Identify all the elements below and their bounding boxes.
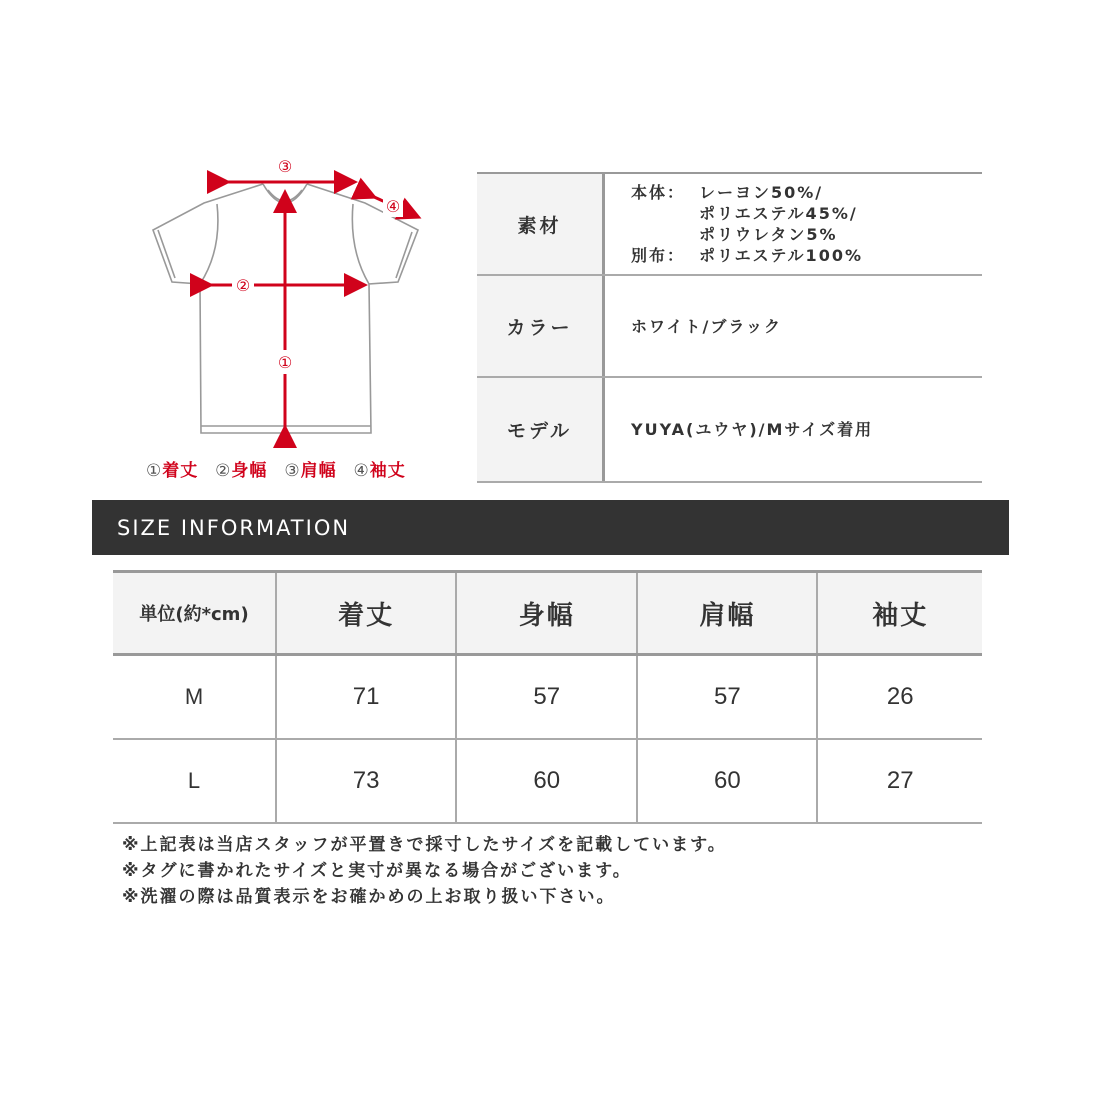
- spec-row-color: [477, 276, 982, 378]
- spec-row-material: [477, 174, 982, 276]
- table-row: [113, 739, 982, 823]
- header-body-width: 身幅: [456, 572, 637, 655]
- spec-label-color: カラー: [477, 276, 605, 376]
- marker-shoulder: ③: [277, 157, 293, 176]
- cell-shoulder-width: 57: [637, 655, 817, 740]
- cell-body-width: 57: [456, 655, 637, 740]
- note-line: ※タグに書かれたサイズと実寸が異なる場合がございます。: [122, 861, 632, 881]
- diagram-legend: [146, 456, 416, 481]
- tshirt-measurement-diagram: [140, 150, 450, 490]
- size-table: [113, 570, 982, 824]
- cell-length: 71: [276, 655, 456, 740]
- marker-width: ②: [235, 276, 251, 295]
- cell-body-width: 60: [456, 739, 637, 823]
- product-spec-table: [477, 172, 982, 483]
- spec-label-material: 素材: [477, 174, 605, 274]
- legend-item-sleeve: ④袖丈: [353, 461, 406, 481]
- header-shoulder-width: 肩幅: [637, 572, 817, 655]
- size-label: M: [113, 655, 276, 740]
- header-sleeve-length: 袖丈: [817, 572, 982, 655]
- table-row: [113, 655, 982, 740]
- spec-value-color: ホワイト/ブラック: [631, 316, 783, 336]
- legend-item-width: ②身幅: [215, 461, 268, 481]
- spec-label-model: モデル: [477, 378, 605, 481]
- header-unit: 単位(約*cm): [113, 572, 276, 655]
- legend-item-shoulder: ③肩幅: [284, 461, 337, 481]
- marker-length: ①: [277, 353, 293, 372]
- header-length: 着丈: [276, 572, 456, 655]
- spec-value-model: YUYA(ユウヤ)/Mサイズ着用: [631, 420, 874, 439]
- cell-shoulder-width: 60: [637, 739, 817, 823]
- size-information-header: SIZE INFORMATION: [92, 500, 1009, 555]
- note-line: ※上記表は当店スタッフが平置きで採寸したサイズを記載しています。: [122, 835, 727, 855]
- legend-item-length: ①着丈: [146, 461, 199, 481]
- cell-sleeve-length: 26: [817, 655, 982, 740]
- spec-row-model: [477, 378, 982, 483]
- size-label: L: [113, 739, 276, 823]
- spec-value-material: 本体： レーヨン50%/ ポリエステル45%/ ポリウレタン5% 別布： ポリエステル100%: [631, 183, 863, 265]
- marker-sleeve: ④: [385, 197, 401, 216]
- size-notes: [122, 832, 727, 910]
- size-table-header-row: [113, 572, 982, 655]
- cell-length: 73: [276, 739, 456, 823]
- cell-sleeve-length: 27: [817, 739, 982, 823]
- note-line: ※洗濯の際は品質表示をお確かめの上お取り扱い下さい。: [122, 887, 616, 907]
